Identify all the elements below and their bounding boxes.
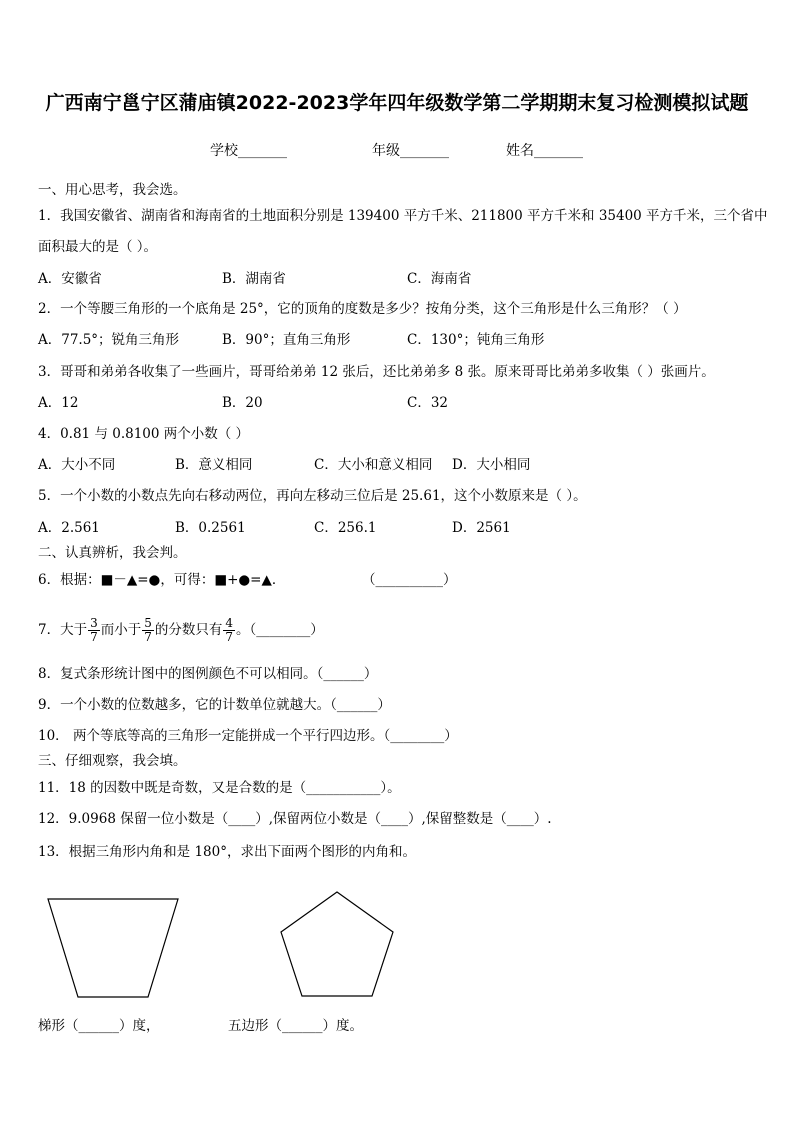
question-6-answer-blank[interactable]: （__________） (362, 572, 457, 588)
question-3-option-a[interactable]: A．12 (38, 395, 79, 411)
grade-field[interactable]: 年级_______ (372, 143, 449, 159)
question-5-option-d[interactable]: D．2561 (452, 520, 511, 536)
question-1-option-a[interactable]: A．安徽省 (38, 271, 102, 287)
question-2-option-c[interactable]: C．130°；钝角三角形 (407, 332, 545, 348)
question-4-option-d[interactable]: D．大小相同 (452, 457, 531, 473)
question-4-option-b[interactable]: B．意义相同 (175, 457, 253, 473)
question-6: 6．根据：■－▲=●，可得：■+●=▲． (38, 572, 286, 588)
question-5-option-c[interactable]: C．256.1 (314, 520, 377, 536)
question-1-line2: 面积最大的是（ ）。 (38, 239, 158, 255)
question-4: 4．0.81 与 0.8100 两个小数（ ） (38, 426, 250, 442)
section-heading-1: 一、用心思考，我会选。 (38, 182, 187, 198)
question-13: 13．根据三角形内角和是 180°，求出下面两个图形的内角和。 (38, 844, 416, 860)
question-5-option-b[interactable]: B．0.2561 (175, 520, 246, 536)
question-3: 3．哥哥和弟弟各收集了一些画片，哥哥给弟弟 12 张后，还比弟弟多 8 张。原来哥哥比弟弟多收集（ ）张画片。 (38, 364, 715, 380)
question-1-option-b[interactable]: B．湖南省 (222, 271, 286, 287)
school-field[interactable]: 学校_______ (210, 143, 287, 159)
q7-mid: 而小于 (100, 622, 142, 638)
question-12: 12．9.0968 保留一位小数是（____）,保留两位小数是（____）,保留整数是（____）. (38, 811, 552, 827)
question-7 (38, 617, 324, 644)
pentagon-shape (281, 892, 393, 996)
question-11: 11．18 的因数中既是奇数，又是合数的是（___________）。 (38, 780, 401, 796)
question-4-option-a[interactable]: A．大小不同 (38, 457, 116, 473)
question-5: 5．一个小数的小数点先向右移动两位，再向左移动三位后是 25.61，这个小数原来是（ ）。 (38, 488, 587, 504)
fraction-4-7: $\frac{4}{7}$ (225, 616, 234, 644)
question-2: 2．一个等腰三角形的一个底角是 25°，它的顶角的度数是多少？按角分类，这个三角形是什么三角形？（ ） (38, 301, 687, 317)
question-1-option-c[interactable]: C．海南省 (407, 271, 472, 287)
pentagon-figure (276, 888, 398, 1000)
question-5-option-a[interactable]: A．2.561 (38, 520, 100, 536)
trapezoid-answer[interactable]: 梯形（______）度， (38, 1018, 160, 1034)
question-2-option-b[interactable]: B．90°；直角三角形 (222, 332, 351, 348)
question-4-option-c[interactable]: C．大小和意义相同 (314, 457, 433, 473)
pentagon-answer[interactable]: 五边形（______）度。 (228, 1018, 363, 1034)
question-1-line1: 1．我国安徽省、湖南省和海南省的土地面积分别是 139400 平方千米、211800 平方千米和 35400 平方千米，三个省中 (38, 208, 768, 224)
name-field[interactable]: 姓名_______ (506, 143, 583, 159)
question-8: 8．复式条形统计图中的图例颜色不可以相同。（______） (38, 666, 378, 682)
question-2-option-a[interactable]: A．77.5°；锐角三角形 (38, 332, 180, 348)
q7-post[interactable]: 。（________） (236, 622, 324, 638)
question-3-option-c[interactable]: C．32 (407, 395, 449, 411)
trapezoid-figure (44, 895, 184, 1001)
question-3-option-b[interactable]: B．20 (222, 395, 263, 411)
fraction-5-7: $\frac{5}{7}$ (144, 616, 152, 644)
question-10: 10． 两个等底等高的三角形一定能拼成一个平行四边形。（________） (38, 728, 458, 744)
fraction-3-7: $\frac{3}{7}$ (90, 616, 98, 644)
question-9: 9．一个小数的位数越多，它的计数单位就越大。（______） (38, 697, 391, 713)
section-heading-2: 二、认真辨析，我会判。 (38, 545, 187, 561)
trapezoid-shape (48, 899, 178, 997)
q7-pre: 7．大于 (38, 622, 88, 638)
page-title: 广西南宁邕宁区蒲庙镇2022-2023学年四年级数学第二学期期末复习检测模拟试题 (45, 92, 749, 114)
section-heading-3: 三、仔细观察，我会填。 (38, 753, 187, 769)
q7-mid2: 的分数只有 (154, 622, 223, 638)
